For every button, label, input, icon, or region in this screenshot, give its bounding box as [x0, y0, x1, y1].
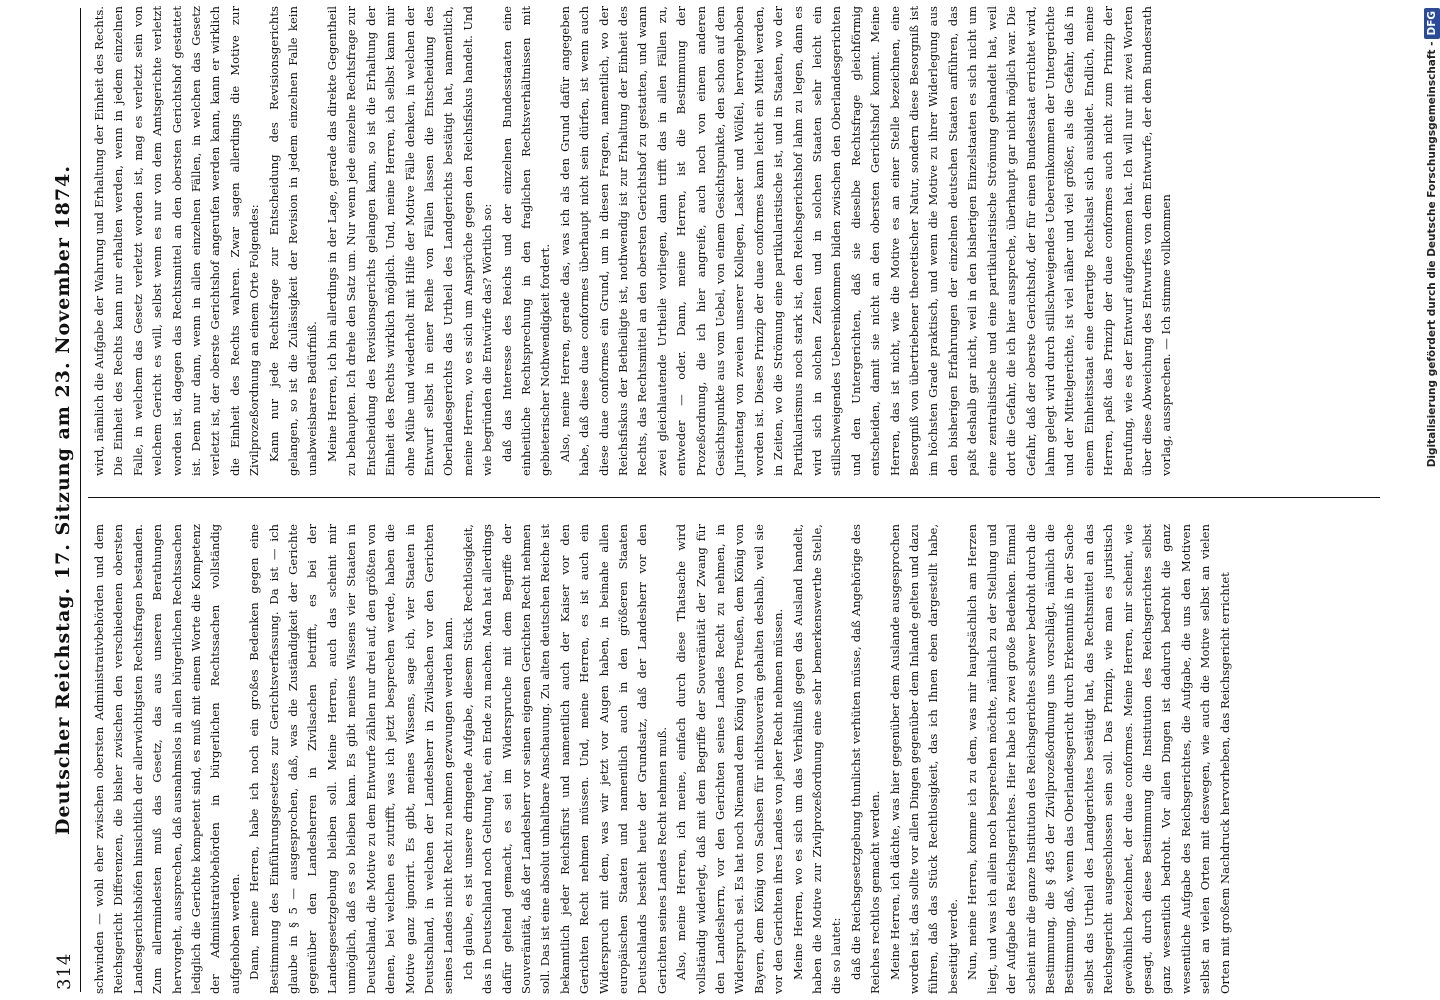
paragraph: Ich glaube, es ist unsere dringende Aufgabe, diesem Stück Rechtlosigkeit, das in Deutschland noch Geltung hat, ein Ende zu machen. Man hat allerdings dafür geltend gemacht, es sei im Widerspruche mit dem Begriffe der Souveränität, daß der Landesherr vor seinen eigenen Gerichten Recht nehmen soll. Das ist eine absolut unhaltbare Anschauung. Zu alten deutschen Reiche ist bekanntlich jeder Reichsfürst und namentlich auch der Kaiser vor den Gerichten Recht nehmen müssen. Und, meine Herren, es ist auch ein Widerspruch mit dem, was wir jetzt vor Augen haben, in beinahe allen europäischen Staaten und namentlich auch in den größeren Staaten Deutschlands besteht heute der Grundsatz, daß der Landesherr vor den Gerichten seines Landes Recht nehmen muß.: [460, 524, 669, 994]
paragraph: Meine Herren, ich dächte, was hier gegenüber dem Auslande ausgesprochen worden ist, das sollte vor allen Dingen gegenüber dem Inlande gelten und dazu führen, daß das Stück Rechtlosigkeit, das ich Ihnen eben dargestellt habe, beseitigt werde.: [887, 524, 960, 994]
paragraph: schwinden — wohl eher zwischen obersten Administrativbehörden und dem Reichsgericht Differenzen, die bisher zwischen den verschiedenen obersten Landesgerichtshöfen hinsichtlich der allerwichtigsten Rechtsfragen bestanden. Zum allermindesten muß das Gesetz, das aus unseren Berathungen hervorgeht, aussprechen, daß ausnahmslos in allen bürgerlichen Rechtssachen lediglich die Gerichte kompetent sind, es muß mit einem Worte die Kompetenz der Administrativbehörden in bürgerlichen Rechtssachen vollständig aufgehoben werden.: [92, 524, 242, 994]
paragraph: Also, meine Herren, ich meine, einfach durch diese Thatsache wird vollständig widerlegt, daß mit dem Begriffe der Souveränität der Zwang für den Landesherrn, vor den Gerichten seines Landes Recht zu nehmen, in Widerspruch sei. Es hat noch Niemand dem König von Preußen, dem König von Bayern, dem König von Sachsen für nichtsouverän gehalten deshalb, weil sie vor den Gerichten ihres Landes von jeher Recht nehmen müssen.: [674, 524, 786, 994]
header-rule: [80, 8, 81, 992]
rotated-page-content: [46, 0, 1386, 1000]
column-divider: [88, 497, 1380, 498]
stamp-label: Digitalisierung gefördert durch die Deutsche Forschungsgemeinschaft -: [1426, 41, 1438, 468]
paragraph: Also, meine Herren, gerade das, was ich als den Grund dafür angegeben habe, daß diese duae conformes überhaupt nicht sein dürfen, ist wenn auch diese duae conformes ein Grund, um in diesen Fragen, namentlich, wo der Reichsfiskus der Betheiligte ist, nothwendig ist zur Erhaltung der Einheit des Rechts, das Rechtsmittel an den obersten Gerichtshof zu gestatten, und wann zwei gleichlautende Urtheile vorliegen, dann trifft das in allen Fällen zu, entweder — oder. Dann, meine Herren, ist die Bestimmung der Prozeßordnung, die ich hier angreife, auch noch von einem anderen Gesichtspunkte aus vom Uebel, von einem Gesichtspunkte, den schon auf dem Juristentag von zweien unserer Kollegen, Lasker und Wölfel, hervorgehoben worden ist. Dieses Prinzip der duae conformes kann leicht ein Mittel werden, in Zeiten, wo die Strömung eine partikularistische ist, und in Staaten, wo der Partikularismus noch stark ist, den Reichsgerichtshof lahm zu legen, dann es wird sich in solchen Zeiten und in solchen Staaten sehr leicht ein stillschweigendes Uebereinkommen bilden zwischen den Oberlandesgerichten und den Untergerichten, daß sie dieselbe Rechtsfrage gleichförmig entscheiden, damit sie nicht an den obersten Gerichtshof kommt. Meine Herren, das ist nicht, wie die Motive es an einer Stelle bezeichnen, eine Besorgniß von übertriebener theoretischer Natur, sondern diese Besorgniß ist im höchsten Grade praktisch, und wenn die Motive zu ihrer Widerlegung aus den bisherigen Erfahrungen der einzelnen deutschen Staaten anführen, das paßt deshalb gar nicht, weil in den bisherigen Einzelstaaten es sich nicht um eine zentralistische und eine partikularistische Strömung gehandelt hat, weil dort die Gefahr, die ich hier ausspreche, überhaupt gar nicht möglich war. Die Gefahr, daß der oberste Gerichtshof, der für einen Bundesstaat errichtet wird, lahm gelegt wird durch stillschweigendes Uebereinkommen der Untergerichte und der Mittelgerichte, ist viel näher und viel größer, als die Gefahr, daß in einem Einheitsstaat eine derartige Rechtslast sich ausbildet. Endlich, meine Herren, paßt das Prinzip der duae conformes auch nicht zum Prinzip der Berufung, wie es der Entwurf aufgenommen hat. Ich will nur mit zwei Worten über diese Abweichung des Entwurfes von dem Entwurfe, der dem Bundesrath vorlag, aussprechen. — Ich stimme vollkommen: [557, 6, 1174, 476]
paragraph: Dann, meine Herren, habe ich noch ein großes Bedenken gegen eine Bestimmung des Einführungsgesetzes zur Gerichtsverfassung. Da ist — ich glaube in § 5 — ausgesprochen, daß, was die Zuständigkeit der Gerichte gegenüber den Landesherren in Zivilsachen betrifft, es bei der Landesgesetzgebung bleiben soll. Meine Herren, auch das scheint mir unmöglich, daß es so bleiben kann. Es gibt meines Wissens vier Staaten in Deutschland, die Motive zu dem Entwurfe zählen nur drei auf, den größten von denen, bei welchen es zutrifft, was ich jetzt besprechen werde, haben die Motive ganz ignorirt. Es gibt, meines Wissens, sage ich, vier Staaten in Deutschland, in welchen der Landesherr in Zivilsachen vor den Gerichten seines Landes nicht Recht zu nehmen gezwungen werden kann.: [247, 524, 456, 994]
quotation: Kann nur jede Rechtsfrage zur Entscheidung des Revisionsgerichts gelangen, so ist die Zulässigkeit der Revision in jedem einzelnen Falle kein unabweisbares Bedürfniß.: [266, 6, 320, 476]
quotation: daß die Reichsgesetzgebung thunlichst verhüten müsse, daß Angehörige des Reiches rechtlos gemacht werden.: [848, 524, 883, 994]
page-number: 314: [54, 952, 75, 990]
paragraph: Meine Herren, ich bin allerdings in der Lage, gerade das direkte Gegentheil zu behaupten. Ich drehe den Satz um. Nur wenn jede einzelne Rechtsfrage zur Entscheidung des Revisionsgerichts gelangen kann, so ist die Erhaltung der Einheit des Rechts wirklich möglich. Und, meine Herren, ich selbst kann mir ohne Mühe und wiederholt mit Hilfe der Motive Fälle denken, in welchen der Entwurf selbst in einer Reihe von Fällen lassen die Entscheidung des Oberlandesgerichts das Urtheil des Landgerichts bestätigt hat, namentlich, meine Herren, wo es sich um Ansprüche gegen den Reichsfiskus handelt. Und wie begründen die Entwürfe das? Wörtlich so:: [324, 6, 495, 476]
left-column: [90, 524, 1380, 994]
running-head: Deutscher Reichstag. 17. Sitzung am 23. November 1874.: [52, 165, 74, 835]
paragraph: Meine Herren, wo es sich um das Verhältniß gegen das Ausland handelt, haben die Motive zur Zivilprozeßordnung eine sehr bemerkenswerthe Stelle, die so lautet:: [790, 524, 844, 994]
digitization-stamp: [1408, 8, 1438, 998]
paragraph: Nun, meine Herren, komme ich zu dem, was mir hauptsächlich am Herzen liegt, und was ich allein noch besprechen möchte, nämlich zu der Stellung und der Aufgabe des Reichsgerichtes. Hier habe ich zwei große Bedenken. Einmal scheint mir die ganze Institution des Reichsgerichtes schwer bedroht durch die Bestimmung, die § 485 der Zivilprozeßordnung uns vorschlägt, nämlich die Bestimmung, daß, wenn das Oberlandesgericht durch Erkenntniß in der Sache selbst das Urtheil des Landgerichtes bestätigt hat, das Rechtsmittel an das Reichsgericht ausgeschlossen sein soll. Das Prinzip, wie man es juristisch gewöhnlich bezeichnet, der duae conformes. Meine Herren, mir scheint, wie gesagt, durch diese Bestimmung die Institution des Reichsgerichtes selbst ganz wesentlich bedroht. Vor allen Dingen ist dadurch bedroht die ganz wesentliche Aufgabe des Reichsgerichtes, die Aufgabe, die uns den Motiven selbst an vielen Orten mit deswegen, wie auch die Motive selbst an vielen Orten mit großem Nachdruck hervorheben, das Reichsgericht errichtet: [965, 524, 1232, 994]
stamp-text: [1424, 8, 1440, 998]
right-column: [90, 6, 1380, 476]
dfg-logo: DFG: [1424, 8, 1440, 39]
page-header: [46, 0, 86, 1000]
paragraph: wird, nämlich die Aufgabe der Wahrung und Erhaltung der Einheit des Rechts. Die Einheit des Rechts kann nur erhalten werden, wenn in jedem einzelnen Falle, in welchem das Gesetz verletzt worden ist, mag es verletzt sein von welchem Gericht es will, selbst wenn es nur von dem Amtsgerichte verletzt worden ist, dagegen das Rechtsmittel an den obersten Gerichtshof gestattet ist. Denn nur dann, wenn in allen einzelnen Fällen, in welchen das Gesetz verletzt ist, der oberste Gerichtshof angerufen werden kann, kann er wirklich die Einheit des Rechts wahren. Zwar sagen allerdings die Motive zur Zivilprozeßordnung an einem Orte Folgendes:: [92, 6, 262, 476]
quotation: daß das Interesse des Reichs und der einzelnen Bundesstaaten eine einheitliche Rechtsprechung in den fraglichen Rechtsverhältnissen mit gebieterischer Nothwendigkeit fordert.: [499, 6, 553, 476]
